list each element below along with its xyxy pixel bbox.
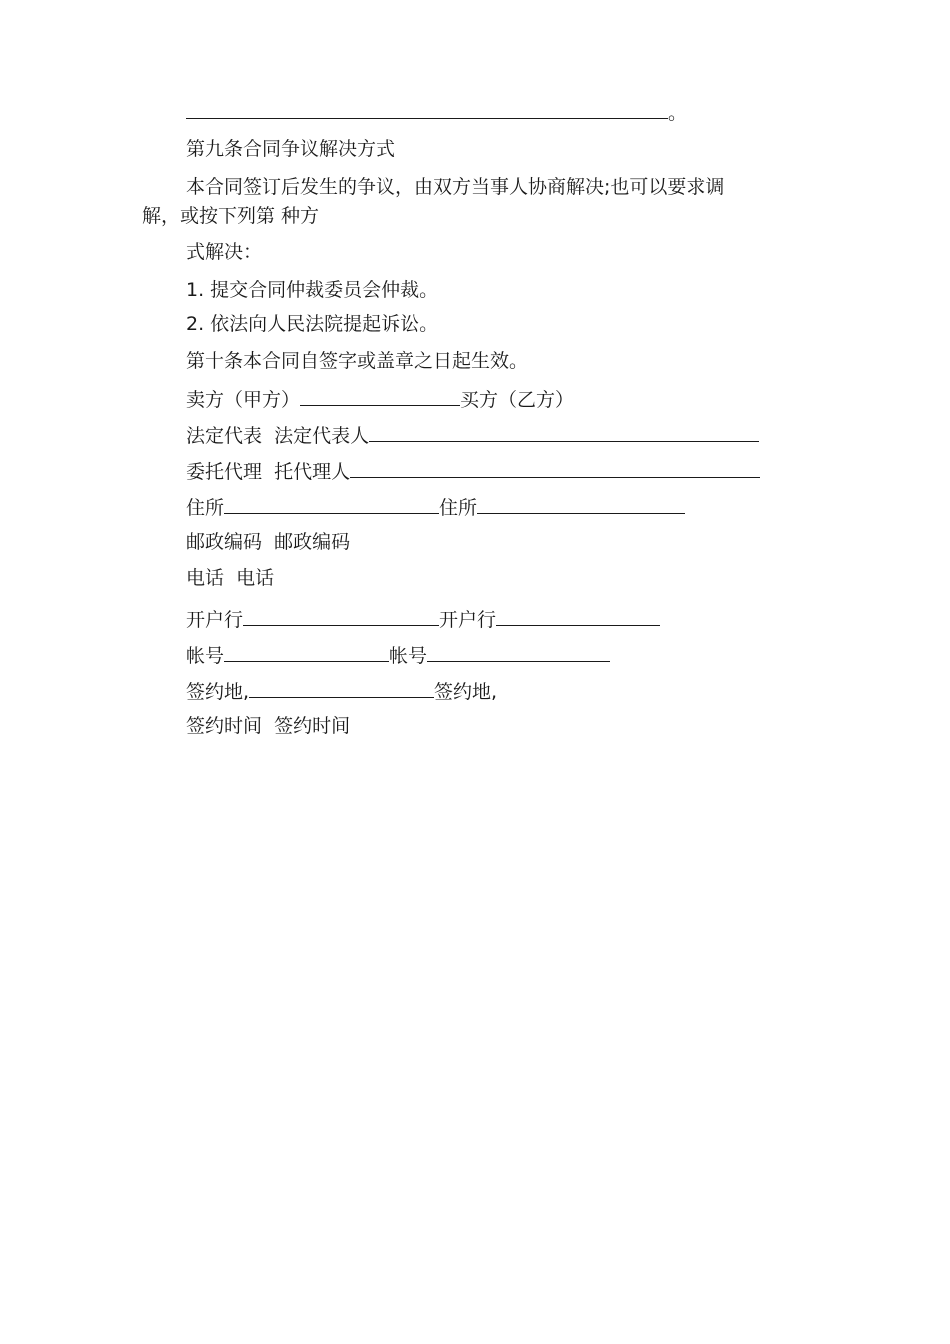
seller-label: 卖方（甲方） [186,389,301,411]
fill-blank [186,98,668,119]
legal-rep-row [186,421,759,449]
place-label-b: 签约地, [434,681,498,703]
address-label-b: 住所 [439,497,478,519]
phone-label-b: 电话 [236,567,275,589]
seller-blank [300,385,460,406]
account-row [186,641,610,669]
article9-option2: 2. 依法向人民法院提起诉讼。 [186,313,439,335]
bank-label-b: 开户行 [439,609,497,631]
legal-rep-blank [369,421,759,442]
buyer-label: 买方（乙方） [460,389,575,411]
postcode-row [186,529,350,555]
agent-label-b: 托代理人 [274,461,351,483]
phone-label-a: 电话 [186,567,225,589]
parties-row [186,385,574,413]
place-row [186,677,497,705]
account-label-b: 帐号 [389,645,428,667]
place-label-a: 签约地, [186,681,250,703]
article10-text: 第十条本合同自签字或盖章之日起生效。 [186,350,529,372]
article9-heading: 第九条合同争议解决方式 [186,138,396,160]
address-label-a: 住所 [186,497,225,519]
end-mark: 。 [668,102,688,124]
legal-rep-label-a: 法定代表 [186,425,263,447]
place-blank [249,677,434,698]
address-row [186,493,685,521]
agent-label-a: 委托代理 [186,461,263,483]
time-label-b: 签约时间 [274,715,351,737]
postcode-label-b: 邮政编码 [274,531,351,553]
bank-blank-a [243,605,439,626]
agent-blank [350,457,760,478]
account-blank-a [224,641,389,662]
agent-row [186,457,760,485]
article9-body-line1: 本合同签订后发生的争议，由双方当事人协商解决;也可以要求调 [186,176,725,198]
account-blank-b [427,641,610,662]
bank-row [186,605,660,633]
continuation-line [186,98,687,126]
postcode-label-a: 邮政编码 [186,531,263,553]
phone-row [186,565,274,591]
legal-rep-label-b: 法定代表人 [274,425,370,447]
article9-body-line2: 解，或按下列第 种方 [142,205,320,227]
address-blank-b [477,493,685,514]
address-blank-a [224,493,439,514]
article9-option1: 1. 提交合同仲裁委员会仲裁。 [186,279,439,301]
bank-blank-b [496,605,660,626]
time-label-a: 签约时间 [186,715,263,737]
bank-label-a: 开户行 [186,609,244,631]
time-row [186,713,350,739]
account-label-a: 帐号 [186,645,225,667]
article9-body-line3: 式解决： [186,241,263,263]
